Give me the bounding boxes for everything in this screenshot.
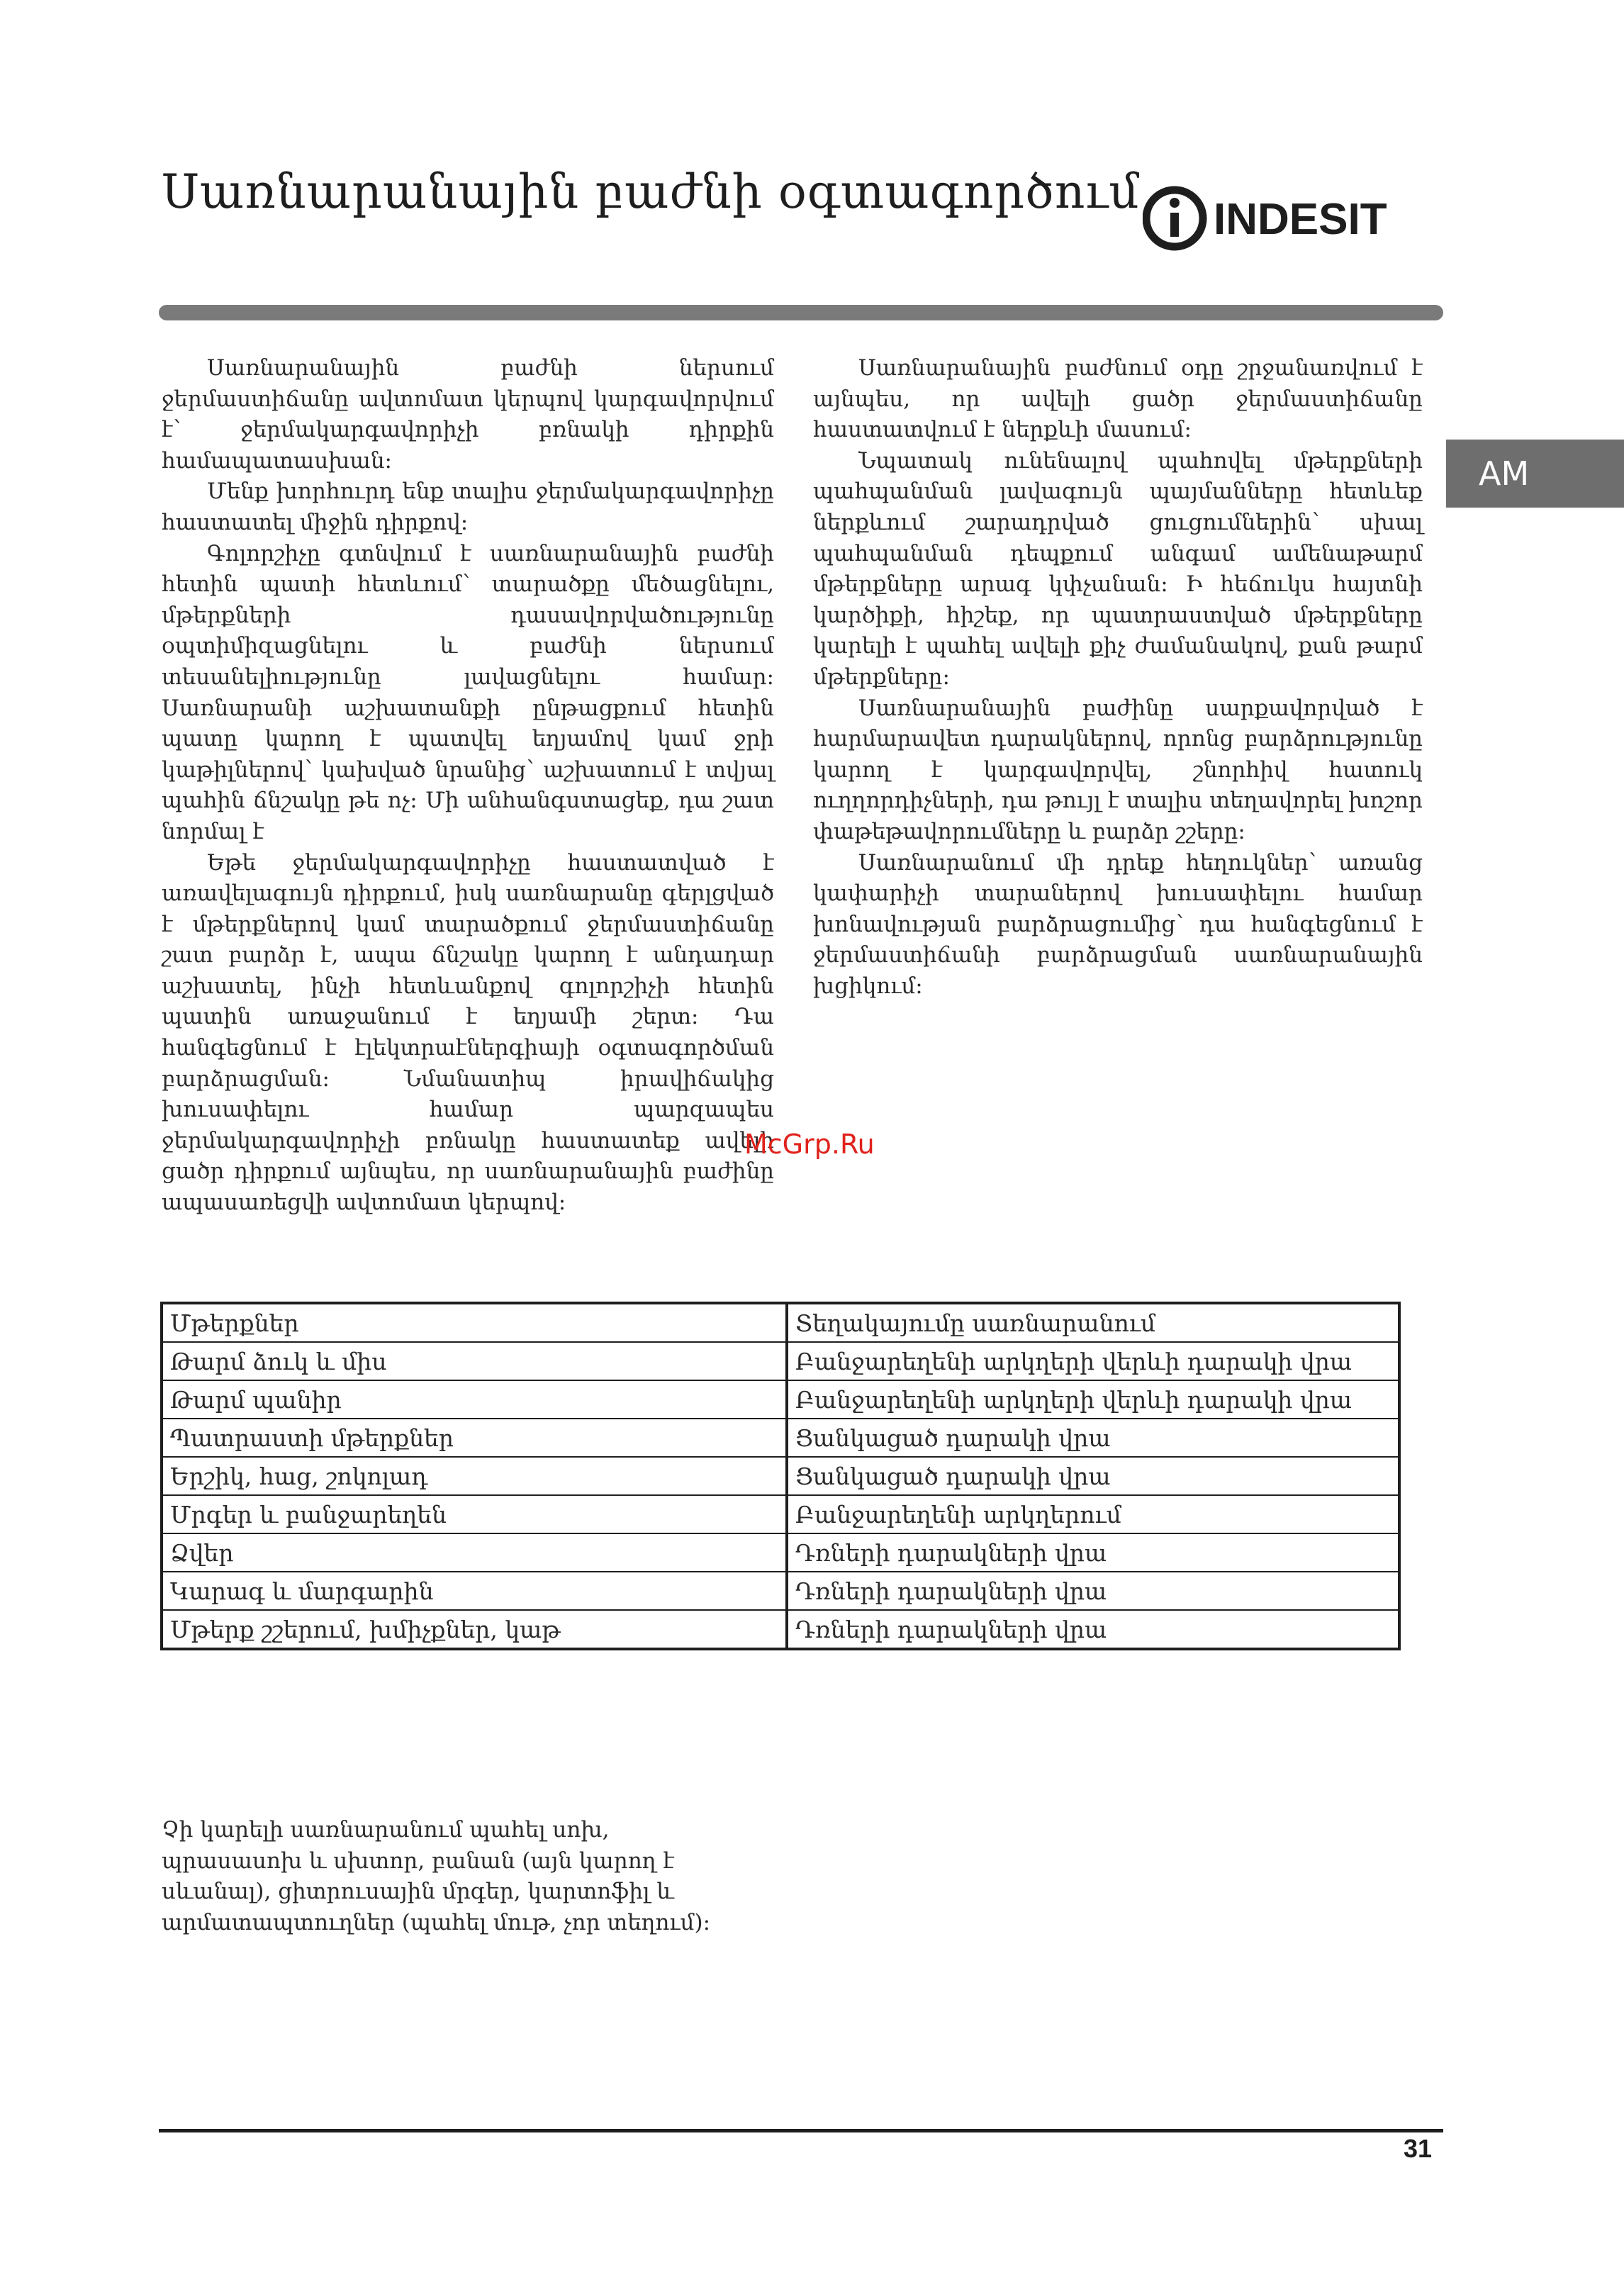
- table-cell-location: Բանջարեղենի արկղերում: [787, 1495, 1399, 1533]
- brand-logo-text: INDESIT: [1214, 195, 1387, 244]
- note-line: սևանալ), ցիտրուսային մրգեր, կարտոֆիլ և: [162, 1879, 674, 1905]
- table-cell-location: Բանջարեղենի արկղերի վերևի դարակի վրա: [787, 1342, 1399, 1380]
- note-line: արմատապտուղներ (պահել մութ, չոր տեղում):: [162, 1909, 711, 1935]
- page-number: 31: [1404, 2134, 1433, 2163]
- paragraph: Եթե ջերմակարգավորիչը հաստատված է առավելագույն դիրքում, իսկ սառնարանը գերլցված է մթերքներով կամ տարածքում ջերմաստիճանը շատ բարձր է, ապա ճնշակը կարող է անդադար աշխատել, ինչի հետևանքով գոլորշիչի հետին պատին առաջանում է եղյամի շերտ: Դա հանգեցնում է էլեկտրաէներգիայի օգտագործման բարձրացման: Նմանատիպ իրավիճակից խուսափելու համար պարզապես ջերմակարգավորիչի բռնակը հաստատեք ավելի ցածր դիրքում այնպես, որ սառնարանային բաժինը ապասառեցվի ավտոմատ կերպով:: [162, 849, 774, 1216]
- table-row: [162, 1342, 1399, 1380]
- table-cell-food: Կարագ և մարգարին: [162, 1572, 787, 1610]
- table-row: [162, 1533, 1399, 1572]
- paragraph: Նպատակ ունենալով պահովել մթերքների պահպանման լավագույն պայմանները հետևեք ներքևում շարադրված ցուցումներին՝ սխալ պահպանման դեպքում անգամ ամենաթարմ մթերքները արագ կփչանան: Ի հեճուկս հայտնի կարծիքի, հիշեք, որ պատրաստված մթերքները կարելի է պահել ավելի քիչ ժամանակով, քան թարմ մթերքները:: [813, 447, 1423, 690]
- table-row: [162, 1572, 1399, 1610]
- table-header-row: [162, 1303, 1399, 1342]
- paragraph: Սառնարանային բաժնի ներսում ջերմաստիճանը ավտոմատ կերպով կարգավորվում է՝ ջերմակարգավորիչի բռնակի դիրքին համապատասխան:: [162, 355, 774, 474]
- table-cell-location: Բանջարեղենի արկղերի վերևի դարակի վրա: [787, 1380, 1399, 1419]
- brand-logo: [1143, 183, 1426, 254]
- paragraph: Գոլորշիչը գտնվում է սառնարանային բաժնի հետին պատի հետևում՝ տարածքը մեծացնելու, մթերքների դասավորվածությունը օպտիմիզացնելու և բաժնի ներսում տեսանելիությունը լավացնելու համար: Սառնարանի աշխատանքի ընթացքում հետին պատը կարող է պատվել եղյամով կամ ջրի կաթիլներով՝ կախված նրանից՝ աշխատում է տվյալ պահին ճնշակը թե ոչ: Մի անհանգստացեք, դա շատ նորմալ է: [162, 540, 774, 844]
- table-row: [162, 1380, 1399, 1419]
- table-row: [162, 1457, 1399, 1495]
- table-cell-location: Դռների դարակների վրա: [787, 1533, 1399, 1572]
- table-row: [162, 1495, 1399, 1533]
- table-cell-food: Ձվեր: [162, 1533, 787, 1572]
- note-line: Չի կարելի սառնարանում պահել սոխ,: [162, 1817, 610, 1843]
- table-cell-food: Պատրաստի մթերքներ: [162, 1419, 787, 1457]
- table-cell-location: Ցանկացած դարակի վրա: [787, 1419, 1399, 1457]
- note-line: պրասասոխ և սխտոր, բանան (այն կարող է: [162, 1847, 675, 1874]
- left-text-column: [162, 353, 774, 1219]
- table-cell-food: Երշիկ, հաց, շոկոլադ: [162, 1457, 787, 1495]
- paragraph: Սառնարանում մի դրեք հեղուկներ՝ առանց կափարիչի տարաներով խուսափելու համար խոնավության բարձրացումից՝ դա հանգեցնում է ջերմաստիճանի բարձրացման սառնարանային խցիկում:: [813, 849, 1423, 999]
- table-header-cell: Տեղակայումը սառնարանում: [787, 1303, 1399, 1342]
- language-tab: [1446, 440, 1624, 508]
- table-row: [162, 1610, 1399, 1649]
- paragraph: Սառնարանային բաժնում օդը շրջանառվում է այնպես, որ ավելի ցածր ջերմաստիճանը հաստատվում է ներքևի մասում:: [813, 355, 1423, 443]
- table-cell-food: Մթերք շշերում, խմիչքներ, կաթ: [162, 1610, 787, 1649]
- storage-note: [162, 1815, 800, 1938]
- watermark: McGrp.Ru: [744, 1129, 875, 1160]
- page-title: Սառնարանային բաժնի օգտագործում: [162, 164, 1140, 219]
- paragraph: Մենք խորհուրդ ենք տալիս ջերմակարգավորիչը հաստատել միջին դիրքով:: [162, 479, 774, 535]
- language-tab-label: AM: [1479, 454, 1530, 493]
- table-cell-food: Թարմ ձուկ և միս: [162, 1342, 787, 1380]
- table-header-cell: Մթերքներ: [162, 1303, 787, 1342]
- table-cell-food: Մրգեր և բանջարեղեն: [162, 1495, 787, 1533]
- table-row: [162, 1419, 1399, 1457]
- table-cell-location: Դռների դարակների վրա: [787, 1610, 1399, 1649]
- header-rule: [159, 305, 1443, 320]
- right-text-column: [813, 353, 1423, 1002]
- storage-table: [160, 1302, 1401, 1650]
- table-cell-food: Թարմ պանիր: [162, 1380, 787, 1419]
- footer-rule: [159, 2129, 1443, 2132]
- paragraph: Սառնարանային բաժինը սարքավորված է հարմարավետ դարակներով, որոնց բարձրությունը կարող է կարգավորվել, շնորհիվ հատուկ ուղղորդիչների, դա թույլ է տալիս տեղավորել խոշոր փաթեթավորումները և բարձր շշերը:: [813, 695, 1423, 844]
- table-cell-location: Դռների դարակների վրա: [787, 1572, 1399, 1610]
- table-cell-location: Ցանկացած դարակի վրա: [787, 1457, 1399, 1495]
